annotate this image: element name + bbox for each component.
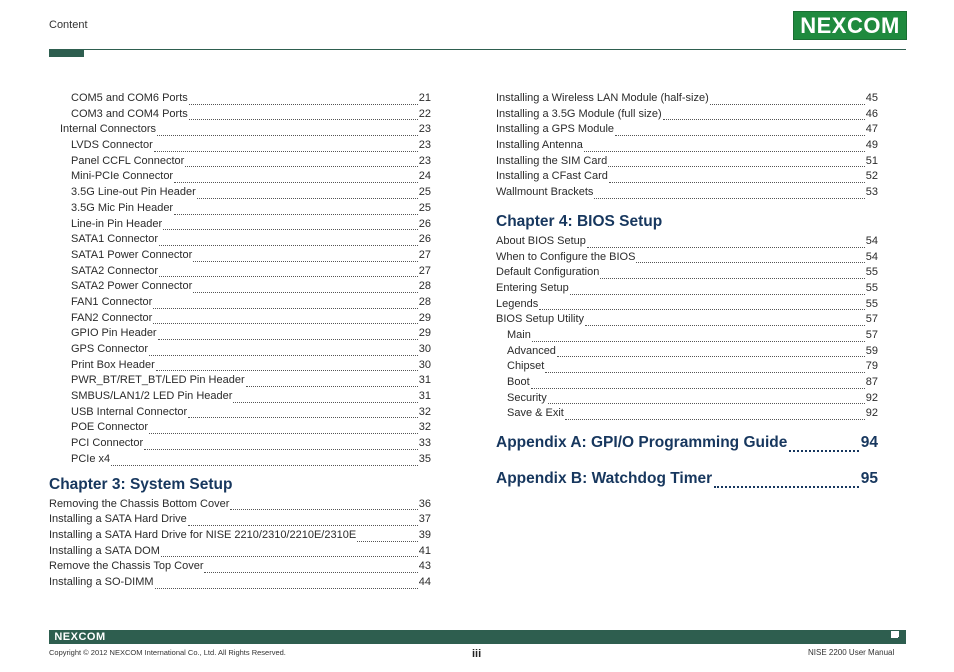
- toc-dot-leader: [230, 509, 417, 510]
- toc-dot-leader: [246, 386, 418, 387]
- toc-entry-title: COM5 and COM6 Ports: [71, 92, 188, 104]
- toc-entry-page: 30: [418, 343, 431, 355]
- toc-dot-leader: [587, 247, 865, 248]
- toc-dot-leader: [615, 135, 865, 136]
- toc-dot-leader: [565, 419, 865, 420]
- toc-dot-leader: [539, 309, 865, 310]
- toc-entry-page: 39: [418, 528, 431, 541]
- toc-entry-title: Installing the SIM Card: [496, 154, 608, 167]
- page-number: iii: [472, 648, 482, 660]
- copyright-text: Copyright © 2012 NEXCOM International Co., Ltd. All Rights Reserved.: [49, 648, 286, 657]
- toc-entry[interactable]: [496, 92, 878, 108]
- toc-dot-leader: [188, 417, 418, 418]
- toc-entry[interactable]: [49, 390, 431, 406]
- toc-dot-leader: [154, 151, 418, 152]
- footer-nexcom-logo: NEXCOM: [54, 631, 106, 643]
- toc-entry-page: 27: [418, 248, 431, 261]
- toc-dot-leader: [163, 229, 418, 230]
- toc-dot-leader: [161, 556, 418, 557]
- toc-dot-leader: [144, 449, 418, 450]
- toc-dot-leader: [157, 135, 418, 136]
- toc-entry-title: SATA2 Power Connector: [71, 280, 193, 293]
- chapter-4-heading[interactable]: [496, 213, 878, 235]
- footer-corner-mark-filled: [898, 637, 906, 644]
- toc-entry[interactable]: [496, 186, 878, 202]
- toc-entry-page: 25: [418, 186, 431, 199]
- toc-entry-title: PCI Connector: [71, 437, 144, 450]
- toc-dot-leader: [188, 525, 418, 526]
- appendix-b-heading[interactable]: [496, 470, 878, 492]
- toc-entry[interactable]: [49, 437, 431, 453]
- toc-entry-title: Entering Setup: [496, 281, 569, 294]
- toc-entry-title: Line-in Pin Header: [71, 217, 163, 230]
- footer-band: [49, 630, 906, 644]
- toc-entry-page: 22: [418, 107, 431, 120]
- toc-entry[interactable]: [49, 576, 431, 592]
- toc-entry-page: 30: [418, 358, 431, 371]
- toc-entry-page: 43: [418, 560, 431, 573]
- toc-entry-title: FAN2 Connector: [71, 311, 153, 324]
- toc-entry-title: Installing a CFast Card: [496, 170, 608, 183]
- toc-entry-page: 24: [418, 170, 431, 183]
- toc-entry[interactable]: [49, 343, 431, 359]
- toc-entry-title: 3.5G Mic Pin Header: [71, 201, 174, 214]
- appendix-a-page: 94: [860, 434, 878, 452]
- toc-dot-leader: [185, 166, 417, 167]
- toc-entry[interactable]: [496, 155, 878, 171]
- toc-entry-page: 49: [865, 139, 878, 152]
- toc-entry-page: 35: [418, 452, 431, 465]
- toc-entry[interactable]: [496, 392, 878, 408]
- toc-dot-leader: [155, 588, 418, 589]
- toc-dot-leader: [153, 308, 417, 309]
- toc-entry-title: Chipset: [507, 360, 545, 373]
- toc-dot-leader: [608, 166, 864, 167]
- chapter-3-title: Chapter 3: System Setup: [49, 475, 233, 493]
- toc-entry[interactable]: [49, 123, 431, 139]
- toc-entry[interactable]: [496, 329, 878, 345]
- toc-entry[interactable]: [49, 406, 431, 422]
- toc-left-column: [49, 92, 431, 592]
- toc-entry[interactable]: [49, 265, 431, 281]
- toc-entry-page: 47: [865, 123, 878, 136]
- toc-entry-page: 57: [865, 328, 878, 341]
- toc-entry-page: 59: [865, 344, 878, 357]
- toc-entry-title: Installing a GPS Module: [496, 123, 615, 136]
- toc-entry-page: 51: [865, 154, 878, 167]
- appendix-a-heading[interactable]: [496, 434, 878, 456]
- appendix-b-leader: [714, 486, 859, 488]
- toc-entry[interactable]: [49, 359, 431, 375]
- toc-dot-leader: [663, 119, 865, 120]
- toc-entry-title: SMBUS/LAN1/2 LED Pin Header: [71, 390, 233, 403]
- toc-entry[interactable]: [49, 513, 431, 529]
- toc-entry[interactable]: [496, 313, 878, 329]
- toc-dot-leader: [710, 104, 865, 105]
- toc-entry-title: PCIe x4: [71, 452, 111, 465]
- toc-entry[interactable]: [496, 108, 878, 124]
- toc-entry-title: Removing the Chassis Bottom Cover: [49, 497, 230, 510]
- header-rule: [49, 49, 906, 50]
- toc-dot-leader: [594, 198, 864, 199]
- toc-entry-title: Installing a SATA DOM: [49, 544, 160, 557]
- manual-name: NISE 2200 User Manual: [808, 648, 895, 657]
- toc-dot-leader: [149, 355, 418, 356]
- toc-entry[interactable]: [49, 218, 431, 234]
- toc-entry-title: GPIO Pin Header: [71, 327, 157, 340]
- toc-entry-title: SATA1 Connector: [71, 233, 159, 246]
- toc-entry-title: Mini-PCIe Connector: [71, 170, 174, 183]
- toc-dot-leader: [636, 262, 864, 263]
- toc-dot-leader: [548, 403, 865, 404]
- toc-entry-title: BIOS Setup Utility: [496, 313, 585, 326]
- toc-entry-title: Boot: [507, 376, 530, 388]
- toc-entry-page: 29: [418, 327, 431, 340]
- toc-entry-page: 26: [418, 233, 431, 246]
- toc-entry[interactable]: [49, 560, 431, 576]
- appendix-b-page: 95: [860, 470, 878, 488]
- toc-entry[interactable]: [49, 327, 431, 343]
- toc-entry-page: 32: [418, 421, 431, 434]
- toc-entry[interactable]: [49, 280, 431, 296]
- toc-entry-page: 33: [418, 437, 431, 450]
- chapter-4-list: [496, 235, 878, 423]
- toc-entry-title: SATA2 Connector: [71, 264, 159, 277]
- toc-entry-title: COM3 and COM4 Ports: [71, 107, 188, 120]
- toc-entry[interactable]: [49, 249, 431, 265]
- page-header-title: Content: [49, 19, 88, 31]
- toc-entry[interactable]: [49, 498, 431, 514]
- toc-entry-title: LVDS Connector: [71, 139, 153, 152]
- toc-entry-title: Legends: [496, 297, 539, 310]
- toc-entry[interactable]: [49, 296, 431, 312]
- toc-dot-leader: [158, 339, 418, 340]
- toc-entry-title: GPS Connector: [71, 343, 149, 355]
- toc-entry[interactable]: [49, 374, 431, 390]
- toc-dot-leader: [197, 198, 418, 199]
- toc-dot-leader: [557, 356, 865, 357]
- toc-entry-page: 29: [418, 311, 431, 324]
- toc-right-top-list: [496, 92, 878, 202]
- toc-entry-page: 31: [418, 374, 431, 387]
- toc-dot-leader: [174, 214, 418, 215]
- toc-entry-title: Security: [507, 391, 547, 404]
- toc-dot-leader: [193, 261, 417, 262]
- toc-entry[interactable]: [49, 312, 431, 328]
- toc-entry-title: Installing a Wireless LAN Module (half-size): [496, 92, 709, 104]
- appendix-b-title: Appendix B: Watchdog Timer: [496, 470, 713, 488]
- toc-entry[interactable]: [496, 123, 878, 139]
- nexcom-logo: NEXCOM: [793, 11, 907, 40]
- toc-entry-page: 23: [418, 154, 431, 167]
- toc-entry[interactable]: [49, 421, 431, 437]
- toc-entry-page: 55: [865, 297, 878, 310]
- toc-entry-page: 25: [418, 201, 431, 214]
- toc-dot-leader: [189, 119, 418, 120]
- toc-dot-leader: [600, 278, 864, 279]
- toc-entry[interactable]: [496, 298, 878, 314]
- toc-dot-leader: [585, 325, 865, 326]
- toc-entry-page: 28: [418, 280, 431, 293]
- toc-entry-page: 52: [865, 170, 878, 183]
- toc-entry-title: Installing Antenna: [496, 139, 583, 152]
- toc-entry-title: Installing a SATA Hard Drive: [49, 513, 187, 526]
- toc-entry-title: POE Connector: [71, 421, 149, 434]
- toc-entry[interactable]: [496, 345, 878, 361]
- toc-entry-page: 27: [418, 264, 431, 277]
- toc-entry-page: 44: [418, 575, 431, 588]
- appendix-a-title: Appendix A: GPI/O Programming Guide: [496, 434, 788, 452]
- toc-entry-page: 26: [418, 217, 431, 230]
- toc-entry-page: 23: [418, 139, 431, 152]
- chapter-3-list: [49, 498, 431, 592]
- toc-entry-page: 55: [865, 266, 878, 279]
- toc-dot-leader: [174, 182, 418, 183]
- toc-entry[interactable]: [496, 266, 878, 282]
- toc-entry-title: Save & Exit: [507, 407, 564, 420]
- toc-dot-leader: [204, 572, 417, 573]
- toc-dot-leader: [531, 388, 865, 389]
- toc-entry-title: When to Configure the BIOS: [496, 250, 636, 263]
- toc-dot-leader: [111, 465, 418, 466]
- toc-dot-leader: [532, 341, 865, 342]
- toc-entry-page: 79: [865, 360, 878, 373]
- toc-entry-title: About BIOS Setup: [496, 234, 586, 247]
- toc-entry-page: 45: [865, 92, 878, 104]
- toc-entry-page: 41: [418, 544, 431, 557]
- toc-entry[interactable]: [496, 282, 878, 298]
- toc-entry-page: 36: [418, 497, 431, 510]
- toc-entry[interactable]: [496, 251, 878, 267]
- toc-entry-page: 54: [865, 250, 878, 263]
- toc-entry-title: Advanced: [507, 344, 556, 357]
- toc-entry-title: SATA1 Power Connector: [71, 248, 193, 261]
- toc-left-list: [49, 92, 431, 469]
- toc-entry[interactable]: [49, 139, 431, 155]
- toc-entry[interactable]: [496, 376, 878, 392]
- toc-entry-page: 92: [865, 407, 878, 420]
- appendix-a-leader: [789, 450, 858, 452]
- toc-entry-page: 53: [865, 186, 878, 199]
- toc-entry-page: 87: [865, 376, 878, 388]
- toc-entry[interactable]: [496, 235, 878, 251]
- toc-entry-page: 21: [418, 92, 431, 104]
- toc-entry-title: Main: [507, 328, 531, 341]
- toc-entry-title: PWR_BT/RET_BT/LED Pin Header: [71, 374, 245, 387]
- toc-entry-page: 28: [418, 295, 431, 308]
- toc-entry[interactable]: [49, 529, 431, 545]
- toc-entry[interactable]: [49, 108, 431, 124]
- toc-entry[interactable]: [49, 453, 431, 469]
- toc-entry[interactable]: [49, 155, 431, 171]
- header-tab-marker: [49, 50, 84, 57]
- toc-entry[interactable]: [49, 170, 431, 186]
- toc-entry[interactable]: [49, 92, 431, 108]
- toc-entry-page: 23: [418, 123, 431, 136]
- toc-dot-leader: [233, 402, 417, 403]
- chapter-3-heading[interactable]: [49, 476, 431, 498]
- toc-entry-page: 31: [418, 390, 431, 403]
- toc-entry[interactable]: [49, 202, 431, 218]
- toc-entry[interactable]: [496, 407, 878, 423]
- toc-entry[interactable]: [49, 545, 431, 561]
- toc-dot-leader: [159, 276, 418, 277]
- toc-entry[interactable]: [496, 360, 878, 376]
- toc-entry-title: Remove the Chassis Top Cover: [49, 560, 204, 573]
- toc-entry-title: Installing a 3.5G Module (full size): [496, 107, 662, 120]
- toc-entry-title: Installing a SATA Hard Drive for NISE 2210/2310/2210E/2310E: [49, 528, 357, 541]
- toc-entry-page: 55: [865, 281, 878, 294]
- toc-entry[interactable]: [49, 186, 431, 202]
- toc-dot-leader: [189, 104, 418, 105]
- toc-entry-page: 57: [865, 313, 878, 326]
- toc-entry-page: 54: [865, 234, 878, 247]
- toc-dot-leader: [357, 541, 418, 542]
- toc-dot-leader: [159, 245, 418, 246]
- toc-entry-title: Print Box Header: [71, 358, 155, 371]
- chapter-4-title: Chapter 4: BIOS Setup: [496, 212, 663, 230]
- toc-dot-leader: [149, 433, 418, 434]
- toc-dot-leader: [153, 323, 417, 324]
- toc-entry[interactable]: [496, 139, 878, 155]
- toc-entry-title: 3.5G Line-out Pin Header: [71, 186, 196, 199]
- toc-entry-title: Panel CCFL Connector: [71, 154, 185, 167]
- toc-entry-page: 92: [865, 391, 878, 404]
- toc-entry[interactable]: [49, 233, 431, 249]
- toc-dot-leader: [570, 294, 865, 295]
- toc-entry-title: Default Configuration: [496, 266, 600, 279]
- toc-dot-leader: [609, 182, 865, 183]
- toc-entry-title: Internal Connectors: [60, 123, 156, 136]
- toc-entry-title: USB Internal Connector: [71, 405, 188, 418]
- toc-entry-title: Wallmount Brackets: [496, 186, 594, 199]
- toc-dot-leader: [584, 151, 865, 152]
- toc-entry-page: 32: [418, 405, 431, 418]
- toc-dot-leader: [156, 370, 418, 371]
- toc-entry[interactable]: [496, 170, 878, 186]
- toc-entry-page: 37: [418, 513, 431, 526]
- toc-dot-leader: [193, 292, 417, 293]
- toc-entry-title: FAN1 Connector: [71, 295, 153, 308]
- toc-dot-leader: [545, 372, 864, 373]
- toc-right-column: [496, 92, 878, 492]
- toc-entry-page: 46: [865, 107, 878, 120]
- toc-entry-title: Installing a SO-DIMM: [49, 575, 154, 588]
